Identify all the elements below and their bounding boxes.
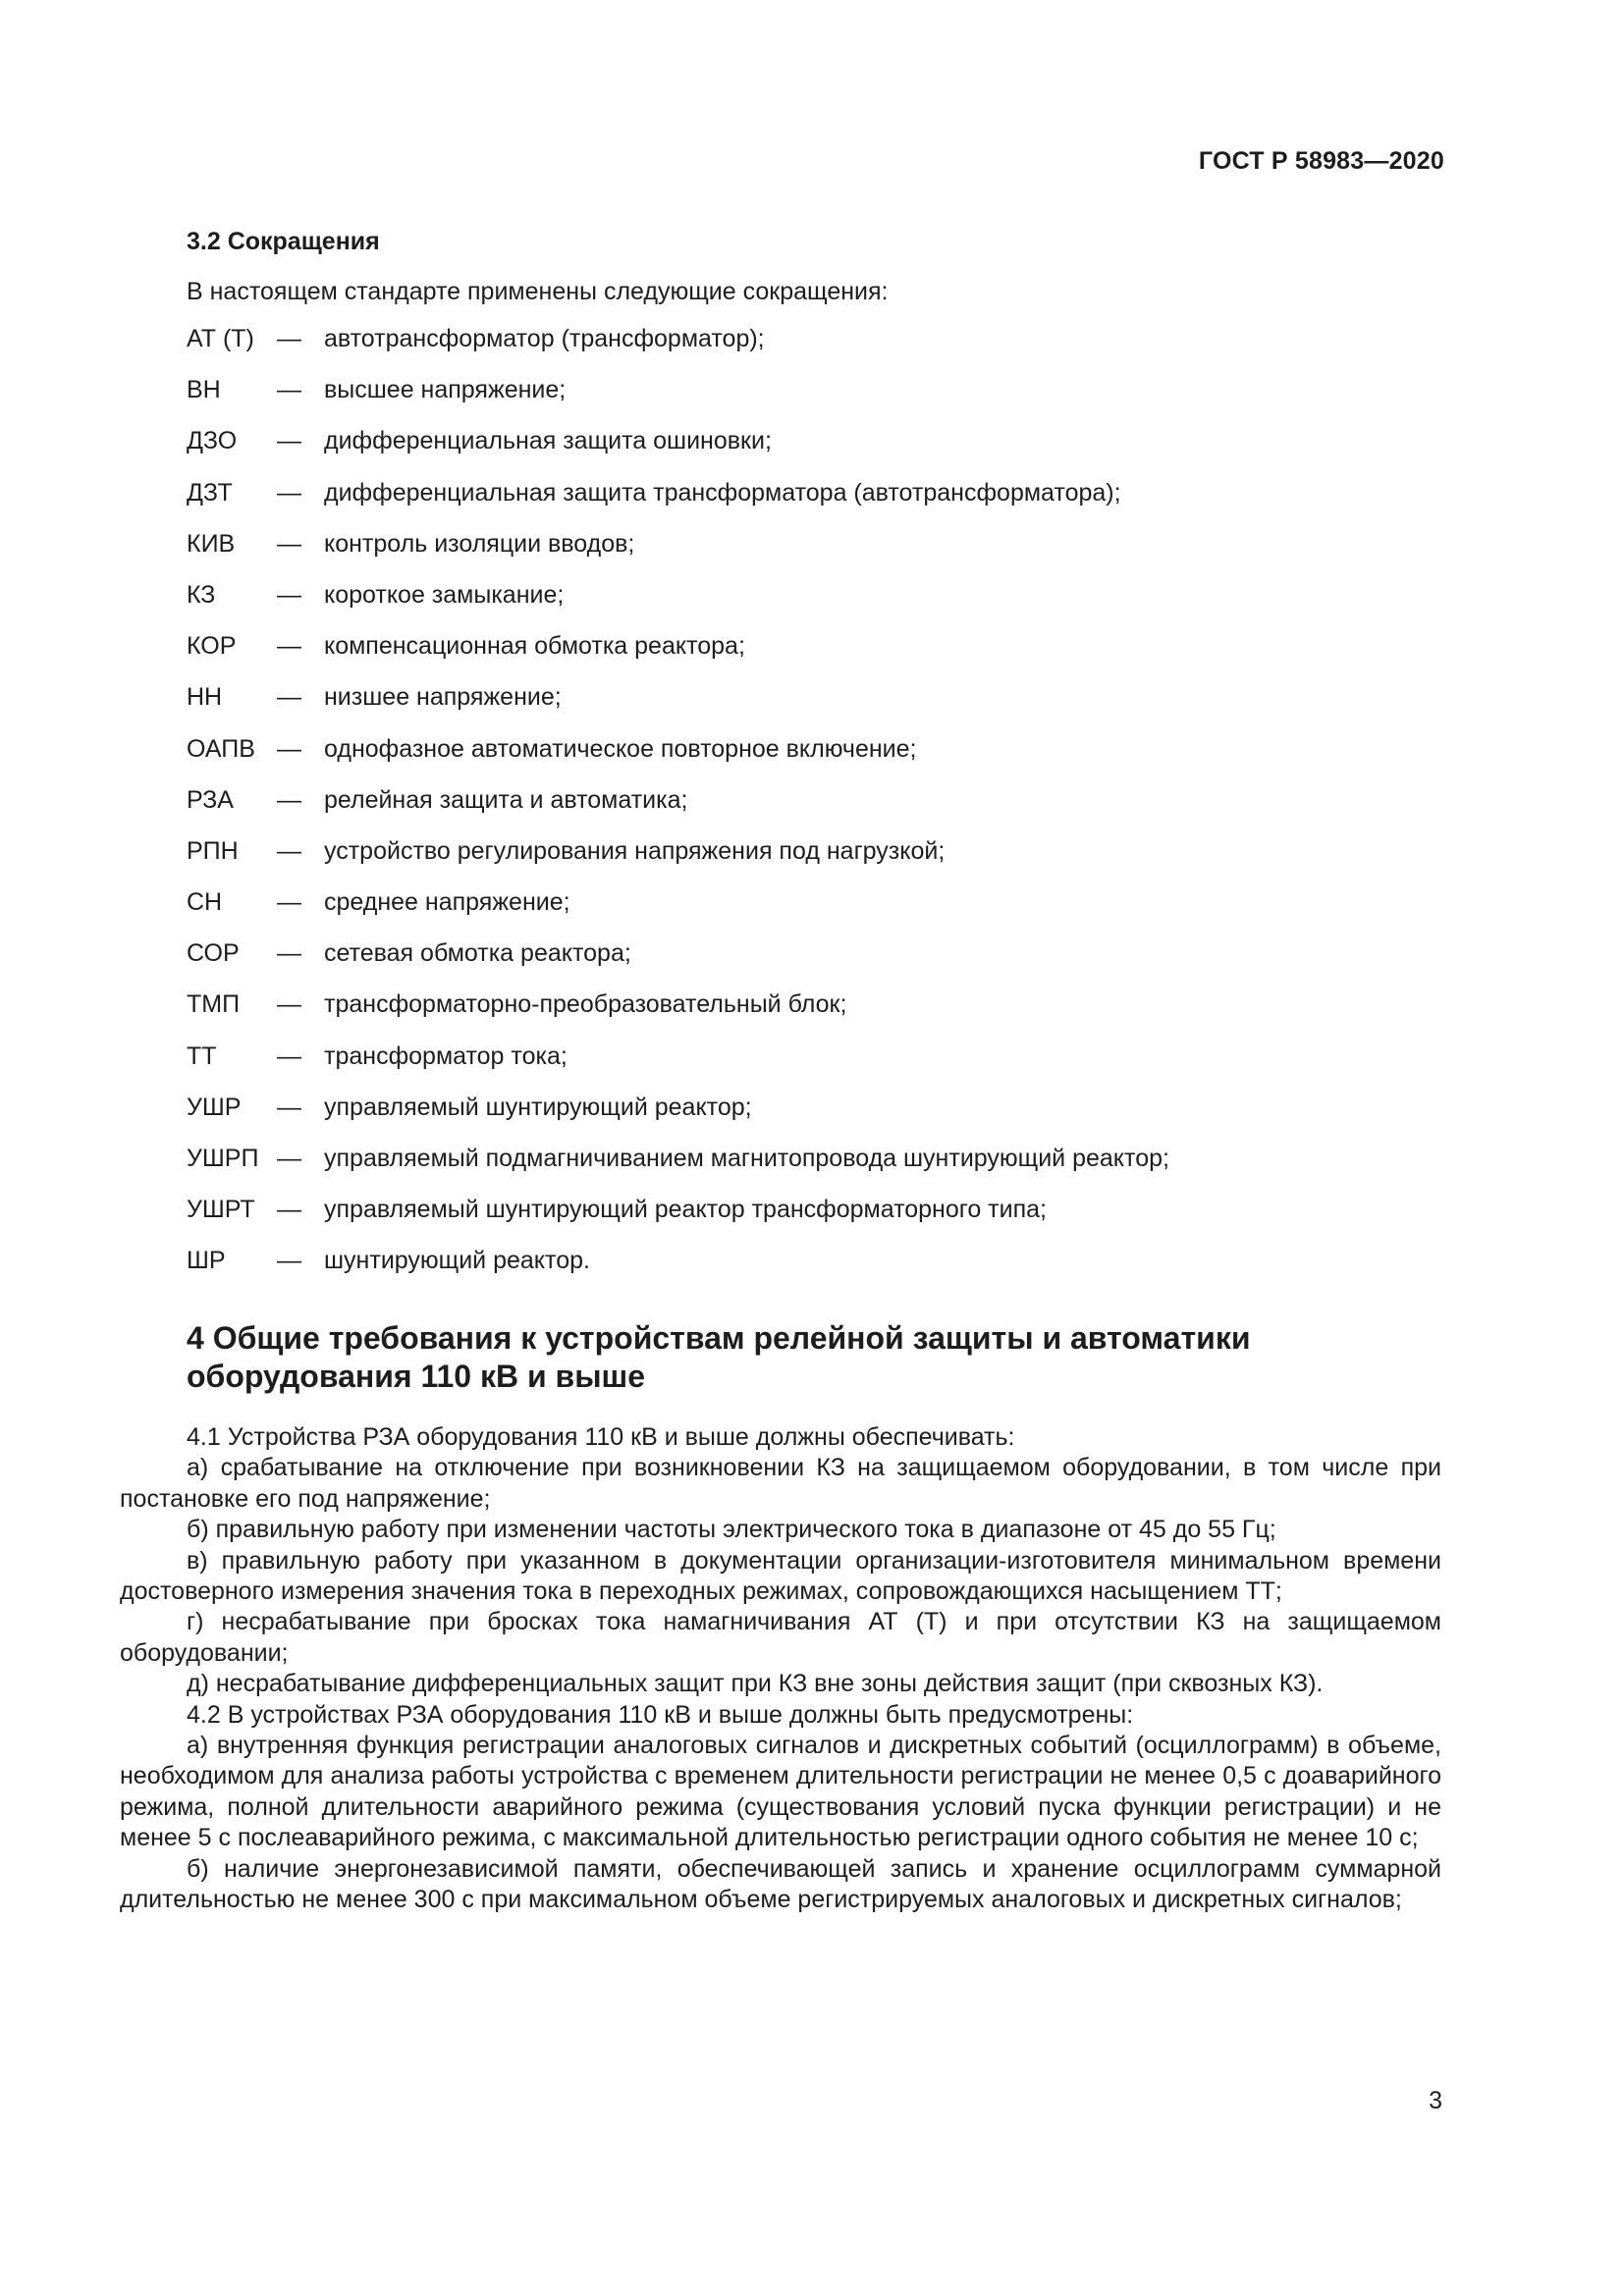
abbreviation-term: КЗ: [187, 580, 216, 609]
body-paragraph: б) наличие энергонезависимой памяти, обеспечивающей запись и хранение осциллограмм суммарной длительностью не менее 300 с при максимальном объеме регистрируемых аналоговых и дискретных сигналов;: [120, 1854, 1441, 1914]
abbreviation-row: [187, 376, 1169, 427]
abbreviation-term: УШР: [187, 1093, 242, 1121]
abbreviation-definition: высшее напряжение;: [324, 376, 567, 404]
abbreviation-term: НН: [187, 683, 223, 712]
abbreviation-row: [187, 581, 1169, 632]
abbreviation-row: [187, 786, 1169, 837]
abbreviation-dash: —: [277, 1247, 301, 1275]
abbreviation-dash: —: [277, 478, 301, 507]
abbreviation-term: РЗА: [187, 785, 234, 814]
chapter-body: [120, 1422, 1441, 1916]
abbreviation-term: РПН: [187, 836, 239, 865]
abbreviation-row: [187, 1145, 1169, 1196]
abbreviation-definition: автотрансформатор (трансформатор);: [324, 325, 765, 352]
abbreviation-dash: —: [277, 888, 301, 917]
section-heading: 3.2 Сокращения: [187, 228, 380, 255]
section-intro: В настоящем стандарте применены следующие сокращения:: [187, 278, 889, 305]
abbreviation-term: КИВ: [187, 529, 236, 558]
abbreviation-dash: —: [277, 427, 301, 455]
body-paragraph: 4.1 Устройства РЗА оборудования 110 кВ и выше должны обеспечивать:: [187, 1423, 1015, 1451]
abbreviation-row: [187, 325, 1169, 376]
abbreviation-term: ТМП: [187, 990, 241, 1019]
body-paragraph: а) внутренняя функция регистрации аналоговых сигналов и дискретных событий (осциллограмм) в объеме, необходимом для анализа работы устройства с временем длительности регистрации не менее 0,5 с доаварийного режима, полной длительности аварийного режима (существования условий пуска функции регистрации) и не менее 5 с послеаварийного режима, с максимальной длительностью регистрации одного события не менее 10 с;: [120, 1732, 1441, 1852]
abbreviation-row: [187, 939, 1169, 990]
abbreviation-definition: трансформаторно-преобразовательный блок;: [324, 990, 847, 1019]
chapter-title: 4 Общие требования к устройствам релейной защиты и автоматики оборудования 110 кВ и выше: [187, 1320, 1251, 1394]
abbreviation-dash: —: [277, 580, 301, 609]
abbreviation-definition: релейная защита и автоматика;: [324, 785, 688, 814]
body-paragraph: 4.2 В устройствах РЗА оборудования 110 кВ и выше должны быть предусмотрены:: [187, 1700, 1134, 1729]
abbreviation-definition: однофазное автоматическое повторное включение;: [324, 734, 917, 763]
abbreviation-row: [187, 888, 1169, 939]
body-paragraph: д) несрабатывание дифференциальных защит при КЗ вне зоны действия защит (при сквозных КЗ).: [187, 1670, 1324, 1698]
abbreviation-dash: —: [277, 990, 301, 1019]
abbreviation-dash: —: [277, 785, 301, 814]
abbreviation-dash: —: [277, 683, 301, 712]
abbreviation-definition: шунтирующий реактор.: [324, 1247, 590, 1275]
abbreviation-definition: устройство регулирования напряжения под нагрузкой;: [324, 836, 946, 865]
abbreviation-dash: —: [277, 939, 301, 968]
abbreviation-term: ОАПВ: [187, 734, 255, 763]
abbreviation-dash: —: [277, 1145, 301, 1172]
abbreviation-term: ТТ: [187, 1041, 217, 1070]
abbreviation-row: [187, 735, 1169, 786]
abbreviation-dash: —: [277, 376, 301, 404]
abbreviation-dash: —: [277, 1093, 301, 1121]
abbreviation-row: [187, 427, 1169, 478]
abbreviation-dash: —: [277, 632, 301, 661]
document-header-standard-id: ГОСТ Р 58983—2020: [1198, 147, 1444, 175]
abbreviation-term: ШР: [187, 1247, 226, 1275]
abbreviation-term: ВН: [187, 376, 221, 404]
abbreviation-row: [187, 837, 1169, 888]
abbreviation-dash: —: [277, 529, 301, 558]
abbreviation-row: [187, 1042, 1169, 1094]
abbreviation-definition: короткое замыкание;: [324, 580, 565, 609]
abbreviation-dash: —: [277, 836, 301, 865]
abbreviation-row: [187, 990, 1169, 1041]
abbreviation-term: УШРП: [187, 1145, 259, 1172]
abbreviation-definition: дифференциальная защита трансформатора (автотрансформатора);: [324, 478, 1121, 507]
abbreviation-row: [187, 479, 1169, 530]
abbreviation-row: [187, 1247, 1169, 1298]
abbreviation-definition: управляемый шунтирующий реактор;: [324, 1093, 752, 1121]
body-paragraph: б) правильную работу при изменении частоты электрического тока в диапазоне от 45 до 55 Гц;: [187, 1516, 1276, 1544]
abbreviation-term: АТ (Т): [187, 325, 254, 352]
body-paragraph: а) срабатывание на отключение при возникновении КЗ на защищаемом оборудовании, в том числе при постановке его под напряжение;: [120, 1454, 1441, 1513]
abbreviation-definition: контроль изоляции вводов;: [324, 529, 635, 558]
abbreviation-dash: —: [277, 325, 301, 352]
abbreviation-definition: управляемый подмагничиванием магнитопровода шунтирующий реактор;: [324, 1145, 1169, 1172]
abbreviation-term: ДЗТ: [187, 478, 233, 507]
abbreviation-row: [187, 1196, 1169, 1247]
abbreviation-term: СН: [187, 888, 223, 917]
abbreviation-term: УШРТ: [187, 1196, 255, 1224]
abbreviation-row: [187, 632, 1169, 683]
abbreviation-term: КОР: [187, 632, 237, 661]
abbreviation-row: [187, 1094, 1169, 1145]
abbreviation-definition: трансформатор тока;: [324, 1041, 568, 1070]
abbreviation-dash: —: [277, 734, 301, 763]
abbreviation-definition: дифференциальная защита ошиновки;: [324, 427, 772, 455]
abbreviation-definition: низшее напряжение;: [324, 683, 562, 712]
body-paragraph: г) несрабатывание при бросках тока намагничивания АТ (Т) и при отсутствии КЗ на защищаемом оборудовании;: [120, 1608, 1441, 1667]
abbreviation-definition: сетевая обмотка реактора;: [324, 939, 631, 968]
body-paragraph: в) правильную работу при указанном в документации организации-изготовителя минимальном времени достоверного измерения значения тока в переходных режимах, сопровождающихся насыщением ТТ;: [120, 1546, 1441, 1606]
abbreviation-list: [187, 325, 1169, 1299]
abbreviation-dash: —: [277, 1041, 301, 1070]
abbreviation-term: ДЗО: [187, 427, 238, 455]
abbreviation-definition: компенсационная обмотка реактора;: [324, 632, 745, 661]
abbreviation-row: [187, 530, 1169, 581]
abbreviation-term: СОР: [187, 939, 240, 968]
abbreviation-dash: —: [277, 1196, 301, 1224]
abbreviation-definition: среднее напряжение;: [324, 888, 570, 917]
abbreviation-definition: управляемый шунтирующий реактор трансформаторного типа;: [324, 1196, 1047, 1224]
page-number: 3: [1429, 2087, 1442, 2114]
abbreviation-row: [187, 683, 1169, 734]
